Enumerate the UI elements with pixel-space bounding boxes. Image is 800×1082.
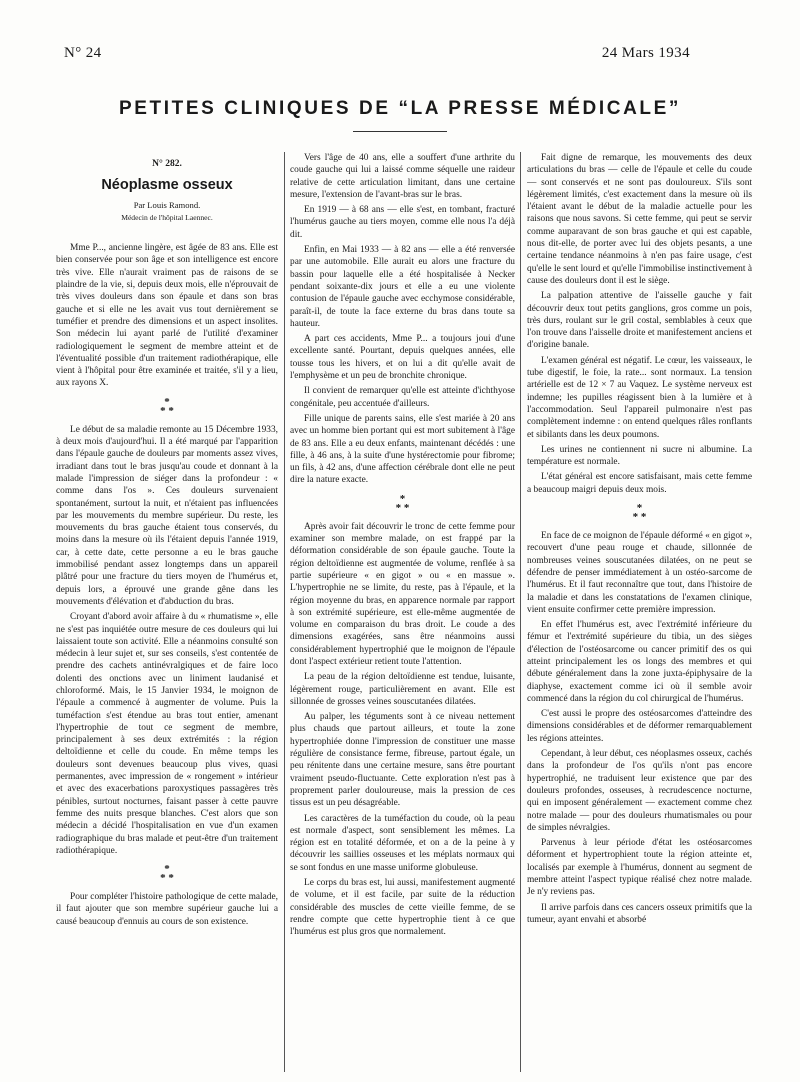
paragraph: L'examen général est négatif. Le cœur, les vaisseaux, le tube digestif, le foie, la rate... sont normaux. La tension artérielle est de 12 × 7 au Vaquez. Le système nerveux est indemne; les pupilles réagissent bien à la lumière et à l'accommodation. Seul l'appareil pulmonaire n'est pas complètement indemne : on entend quelques râles ronflants et sibilants dans les deux poumons. bbox=[527, 355, 752, 440]
paragraph: Cependant, à leur début, ces néoplasmes osseux, cachés dans la profondeur de l'os qu'ils n'ont pas encore hypertrophié, ne traduisent leur existence que par des douleurs profondes, osseuses, à recrudescence nocturne, qui en imposent généralement — exactement comme chez notre malade — pour des douleurs rhumatismales ou pour de simples névralgies. bbox=[527, 749, 752, 833]
journal-section-title: PETITES CLINIQUES DE “LA PRESSE MÉDICALE” bbox=[119, 98, 681, 119]
paragraph: Pour compléter l'histoire pathologique de cette malade, il faut ajouter que son membre supérieur gauche lui a causé beaucoup d'ennuis au cours de son existence. bbox=[56, 892, 278, 927]
paragraph: Fille unique de parents sains, elle s'est mariée à 20 ans avec un homme bien portant qui est mort subitement à l'âge de 83 ans. Elle a eu deux enfants, maintenant décédés : une fille, à 46 ans, à la suite d'une hystérectomie pour fibrome; un fils, à 42 ans, d'une affection cérébrale dont elle ne peut dire la nature exacte. bbox=[290, 413, 515, 486]
paragraph: Les caractères de la tuméfaction du coude, où la peau est normale d'aspect, sont sensiblement les mêmes. La région est en totalité déformée, et on a de la peine à y découvrir les saillies osseuses et les méplats normaux qui se sont fondus en une masse uniforme globuleuse. bbox=[290, 813, 515, 873]
paragraph: Le début de sa maladie remonte au 15 Décembre 1933, à deux mois d'aujourd'hui. Il a été marqué par l'apparition dans l'épaule gauche de douleurs par moments assez vives, irradiant dans tout le bras jusqu'au coude et donnant à la malade l'impression de siéger dans la profondeur : « comme dans l'os ». Ces douleurs survenaient spontanément, surtout la nuit, et n'étaient pas influencées par les mouvements du membre supérieur. Du reste, les mouvements du bras gauche étaient tous conservés, du moins dans la mesure où ils l'étaient depuis l'année 1919, car, à cette date, cette personne a eu le bras gauche immobilisé pendant assez longtemps dans un appareil plâtré pour une fracture du tiers moyen de l'humérus et, depuis lors, a éprouvé une grande gêne dans les mouvements d'élévation et d'abduction du bras. bbox=[56, 424, 278, 607]
paragraph: En face de ce moignon de l'épaule déformé « en gigot », recouvert d'une peau rouge et chaude, sillonnée de nombreuses veines souscutanées dilatées, on ne peut se défendre de penser immédiatement à un ostéo-sarcome de l'humérus. Et il faut reconnaître que tout, dans l'histoire de la maladie et dans les constatations de l'examen clinique, vient ensuite confirmer cette première impression. bbox=[527, 531, 752, 615]
paragraph: A part ces accidents, Mme P... a toujours joui d'une excellente santé. Pourtant, depuis quelques années, elle tousse tous les hivers, et on lui a dit qu'elle avait de l'emphysème et un peu de bronchite chronique. bbox=[290, 334, 515, 382]
paragraph: La palpation attentive de l'aisselle gauche y fait découvrir deux tout petits ganglions, gros comme un pois, très durs, roulant sur le gril costal, semblables à ceux que l'on trouve dans l'aisselle droite et manifestement anciens et d'origine banale. bbox=[527, 291, 752, 351]
section-break-stars: * * * bbox=[160, 395, 174, 417]
column-separator bbox=[520, 152, 521, 1072]
section-break-stars: * * * bbox=[160, 863, 174, 885]
issue-date: 24 Mars 1934 bbox=[601, 45, 690, 61]
article-number: N° 282. bbox=[152, 159, 182, 169]
issue-number: N° 24 bbox=[64, 45, 102, 61]
paragraph: Le corps du bras est, lui aussi, manifestement augmenté de volume, et il est facile, par suite de la réduction considérable des muscles de cette vieille femme, de se rendre compte que cette hypertrophie tient à ce que l'humérus est plus gros que normalement. bbox=[290, 878, 515, 938]
section-break-stars: * * * bbox=[395, 492, 410, 514]
paragraph: L'état général est encore satisfaisant, mais cette femme a beaucoup maigri depuis deux mois. bbox=[527, 472, 752, 495]
title-rule bbox=[353, 131, 447, 132]
page-header bbox=[64, 45, 690, 62]
paragraph: Il arrive parfois dans ces cancers osseux primitifs que la tumeur, ayant envahi et absorbé bbox=[527, 902, 752, 925]
text-column-3 bbox=[527, 152, 752, 1077]
paragraph: Croyant d'abord avoir affaire à du « rhumatisme », elle ne s'est pas inquiétée outre mesure de ces douleurs qui lui laissaient toute son activité. Elle a néanmoins consulté son médecin à leur sujet et, sur ses conseils, s'est contentée de prendre des cachets antinévralgiques et de faire loco dolenti des onctions avec un liniment laudanisé et chloroformé. Mais, le 15 Janvier 1934, le moignon de l'épaule a commencé à augmenter de volume. Puis la tuméfaction s'est étendue au bras tout entier, amenant l'hypertrophie de tout ce segment de membre, principalement à ses deux extrémités : la région deltoïdienne et celle du coude. En même temps les douleurs sont devenues beaucoup plus vives, quasi permanentes, avec impression de « rongement » intérieur et avec des exacerbations paroxystiques passagères très pénibles, surtout nocturnes, faisant passer à cette pauvre femme des nuits presque blanches. C'est alors que son médecin a décidé l'hospitalisation en vue d'un examen radiographique du bras malade et peut-être d'un traitement radiothérapique. bbox=[56, 612, 278, 856]
paragraph: Enfin, en Mai 1933 — à 82 ans — elle a été renversée par une automobile. Elle aurait eu alors une fracture du bassin pour laquelle elle a été hospitalisée à Necker pendant soixante-dix jours et elle a eu une violente contusion de l'épaule gauche avec ecchymose considérable, paraît-il, de toute la face externe du bras dans toute sa hauteur. bbox=[290, 245, 515, 329]
text-column-1 bbox=[56, 152, 278, 1077]
paragraph: En effet l'humérus est, avec l'extrémité inférieure du fémur et l'extrémité supérieure du tibia, un des sièges d'élection de l'ostéosarcome ou cancer primitif des os qui atteint principalement les os longs des membres et qui débute généralement dans la zone juxta-épiphysaire de la diaphyse, exactement comme ici où il semble avoir commencé dans la région du col chirurgical de l'humérus. bbox=[527, 620, 752, 704]
paragraph: Il convient de remarquer qu'elle est atteinte d'ichthyose congénitale, peu accentuée d'ailleurs. bbox=[290, 386, 515, 409]
author-role: Médecin de l'hôpital Laennec. bbox=[121, 212, 213, 222]
section-break-stars: * * * bbox=[632, 502, 647, 524]
column-separator bbox=[284, 152, 285, 1072]
paragraph: Après avoir fait découvrir le tronc de cette femme pour examiner son membre malade, on est frappé par la déformation considérable de son épaule gauche. Toute la région deltoïdienne est augmentée de volume, renflée à sa partie supérieure « en gigot » ou « en massue ». L'hypertrophie ne se limite, du reste, pas à l'épaule, et la région moyenne du bras, en apparence normale par rapport à son extrémité supérieure, est elle-même augmentée de volume en comparaison du bras droit. Le coude a des dimensions exagérées, sans être néanmoins aussi considérablement hypertrophié que le moignon de l'épaule dont l'aspect extérieur retient toute l'attention. bbox=[290, 521, 515, 667]
article-title: Néoplasme osseux bbox=[101, 177, 233, 194]
text-column-2 bbox=[290, 152, 515, 1077]
paragraph: Parvenus à leur période d'état les ostéosarcomes déforment et hypertrophient toute la région atteinte et, localisés par exemple à l'humérus, donnent au segment de membre atteint l'aspect typique réalisé chez notre malade. Je n'y reviens pas. bbox=[527, 838, 752, 898]
article-author: Par Louis Ramond. bbox=[133, 199, 201, 210]
paragraph: La peau de la région deltoïdienne est tendue, luisante, légèrement rouge, particulièrement en avant. Elle est sillonnée de grosses veines souscutanées dilatées. bbox=[290, 672, 515, 707]
paragraph: Au palper, les téguments sont à ce niveau nettement plus chauds que partout ailleurs, et toute la zone hypertrophiée donne l'impression de constituer une masse régulière de consistance ferme, fibreuse, partout égale, un peu rénitente dans une certaine mesure, sans être pourtant vraiment pseudo-fluctuante. Cette exploration n'est pas à proprement parler douloureuse, mais la pression de ces tissus est un peu désagréable. bbox=[290, 712, 515, 809]
paragraph: C'est aussi le propre des ostéosarcomes d'atteindre des dimensions considérables et de déformer remarquablement les régions atteintes. bbox=[527, 709, 752, 744]
paragraph: Mme P..., ancienne lingère, est âgée de 83 ans. Elle est bien conservée pour son âge et son intelligence est encore très vive. Elle n'aurait vraiment pas de raisons de se plaindre de la vie, si, depuis deux mois, elle n'éprouvait de très vives douleurs dans son épaule et dans son bras gauche et si elle ne les avait vus tout dernièrement se tuméfier et prendre des dimensions et un aspect insolites. Son médecin lui ayant parlé de l'utilité d'examiner radiologiquement le segment de membre atteint et de l'éventualité possible d'un traitement radiothérapique, elle vient à l'hôpital pour être examinée et traitée, s'il y a lieu, aux rayons X. bbox=[56, 243, 278, 389]
paragraph: Les urines ne contiennent ni sucre ni albumine. La température est normale. bbox=[527, 444, 752, 468]
paragraph: En 1919 — à 68 ans — elle s'est, en tombant, fracturé l'humérus gauche au tiers moyen, comme elle nous l'a déjà dit. bbox=[290, 205, 515, 240]
paragraph: Fait digne de remarque, les mouvements des deux articulations du bras — celle de l'épaule et celle du coude — sont conservés et ne sont pas douloureux. S'ils sont légèrement limités, c'est exactement dans la mesure où ils l'étaient avant le début de la maladie actuelle pour les raisons que nous savons. Si cette femme, qui peut se servir comme auparavant de son bras gauche et qui est capable, nous dit-elle, de porter avec lui des objets pesants, a une certaine tendance néanmoins à n'en pas faire usage, c'est qu'elle le sent lourd et qu'elle l'immobilise instinctivement à cause des douleurs dont il est le siège. bbox=[527, 153, 752, 286]
paragraph: Vers l'âge de 40 ans, elle a souffert d'une arthrite du coude gauche qui lui a laissé comme séquelle une raideur relative de cette articulation limitant, dans une certaine mesure, l'extension de l'avant-bras sur le bras. bbox=[290, 153, 515, 200]
